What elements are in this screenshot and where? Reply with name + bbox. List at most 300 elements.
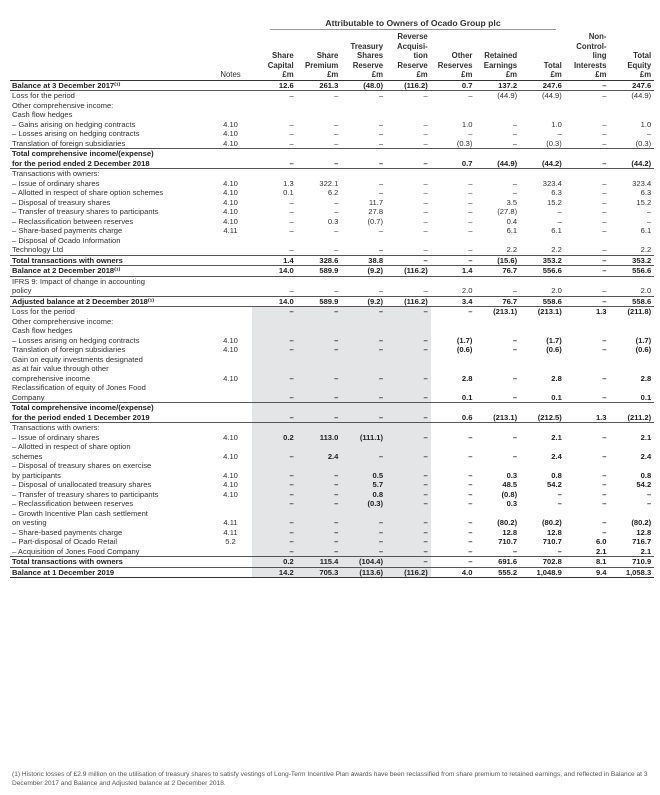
cell-value: 1.3 (565, 403, 610, 423)
cell-value: – (252, 499, 297, 509)
cell-value: – (565, 255, 610, 266)
cell-value: 6.1 (640, 226, 652, 235)
row-notes: 4.10 (223, 178, 238, 188)
cell-value: (213.1) (493, 307, 518, 316)
cell-value (475, 110, 520, 120)
cell-value: – (386, 499, 431, 509)
cell-value: – (468, 207, 473, 216)
cell-value: (1.7) (456, 335, 473, 345)
cell-value: 27.8 (368, 207, 384, 216)
cell-value: 12.8 (502, 527, 518, 537)
row-label: Total comprehensive income/(expense) for the period ended 1 December 2019 (10, 403, 210, 423)
cell-value: – (289, 245, 294, 254)
row-label: Total transactions with owners (10, 255, 210, 266)
cell-value: – (378, 188, 384, 197)
row-label: – Reclassification between reserves (12, 499, 134, 508)
row-notes (210, 557, 252, 568)
table-row (10, 110, 654, 120)
table-body (10, 80, 654, 578)
cell-value: (0.6) (456, 345, 473, 354)
cell-value: – (341, 149, 386, 169)
cell-value: – (512, 546, 518, 556)
cell-value: 2.8 (551, 373, 562, 383)
row-notes (210, 169, 252, 179)
cell-value (610, 101, 655, 111)
cell-value: 702.8 (520, 557, 565, 568)
cell-value: 3.4 (431, 296, 476, 307)
cell-value: 1.4 (252, 255, 297, 266)
cell-value: – (386, 383, 431, 403)
cell-value: 2.1 (640, 432, 652, 442)
row-notes: 4.11 (223, 518, 238, 527)
cell-value: – (297, 547, 342, 557)
cell-value: – (334, 91, 339, 100)
table-row (10, 139, 654, 149)
table-row (10, 403, 654, 423)
cell-value: – (431, 255, 476, 266)
cell-value: – (512, 345, 518, 354)
cell-value: – (646, 489, 652, 499)
cell-value: 6.2 (327, 188, 339, 197)
row-label: – Losses arising on hedging contracts (12, 335, 140, 345)
cell-value: 48.5 (502, 480, 518, 489)
cell-value: 2.8 (461, 373, 473, 383)
cell-value: – (289, 197, 294, 207)
cell-value: 4.0 (431, 567, 476, 578)
cell-value (297, 101, 342, 111)
cell-value: 261.3 (297, 80, 342, 91)
cell-value: – (289, 286, 294, 295)
column-header: Other Reserves £m (431, 32, 476, 80)
cell-value: – (297, 345, 342, 355)
row-label: – Share-based payments charge (12, 226, 123, 235)
cell-value (431, 423, 476, 433)
cell-value: (116.2) (386, 266, 431, 277)
cell-value: – (602, 216, 607, 226)
cell-value: – (297, 490, 342, 500)
row-notes: 4.10 (223, 489, 238, 499)
row-label: Gain on equity investments designated as at fair value through other comprehensive income (12, 354, 143, 383)
cell-value: – (423, 178, 428, 188)
cell-value: (0.3) (341, 499, 386, 509)
cell-value: – (334, 226, 339, 235)
cell-value (386, 326, 431, 336)
row-notes: 4.10 (223, 188, 238, 197)
cell-value: 6.1 (506, 226, 518, 235)
cell-value: 1.4 (431, 266, 476, 277)
cell-value: – (252, 537, 297, 547)
cell-value: – (512, 119, 518, 129)
cell-value: (212.5) (520, 403, 565, 423)
row-notes: 5.2 (225, 537, 236, 546)
cell-value (341, 110, 386, 120)
cell-value: – (252, 509, 297, 528)
cell-value: 0.4 (506, 216, 518, 226)
cell-value (297, 423, 342, 433)
cell-value (297, 110, 342, 120)
cell-value: 76.7 (475, 266, 520, 277)
cell-value: (0.3) (546, 138, 562, 148)
cell-value (520, 326, 565, 336)
cell-value: – (512, 392, 518, 402)
cell-value: 0.5 (341, 461, 386, 480)
row-notes: 4.10 (223, 138, 238, 148)
cell-value: – (297, 528, 342, 538)
cell-value: – (386, 149, 431, 169)
cell-value: – (386, 442, 431, 461)
cell-value: 0.2 (252, 557, 297, 568)
cell-value: 54.2 (547, 480, 562, 489)
cell-value: – (341, 336, 386, 346)
cell-value: – (334, 119, 339, 129)
cell-value: 76.7 (475, 296, 520, 307)
cell-value: 115.4 (297, 557, 342, 568)
row-label: Total comprehensive income/(expense) for the period ended 2 December 2018 (10, 149, 210, 169)
cell-value: 15.2 (547, 197, 562, 207)
cell-value: 6.0 (595, 537, 607, 546)
cell-value: – (297, 307, 342, 317)
row-label: – Issue of ordinary shares (12, 432, 100, 442)
cell-value: – (468, 489, 473, 499)
cell-value (610, 317, 655, 327)
cell-value: – (602, 335, 607, 345)
cell-value: – (386, 307, 431, 317)
cell-value: 710.7 (542, 537, 562, 546)
row-label: Transactions with owners: (12, 169, 100, 178)
row-label: Adjusted balance at 2 December 2018⁽¹⁾ (10, 296, 210, 307)
row-label: Loss for the period (12, 91, 75, 100)
cell-value: 2.0 (640, 286, 652, 295)
cell-value: (0.8) (501, 489, 518, 499)
cell-value: – (431, 557, 476, 568)
cell-value: (116.2) (386, 296, 431, 307)
row-label: Cash flow hedges (12, 110, 73, 119)
cell-value: 0.1 (640, 392, 652, 402)
row-label: Other comprehensive income: (12, 100, 114, 110)
cell-value: – (386, 528, 431, 538)
row-label: – Gains arising on hedging contracts (12, 119, 136, 129)
cell-value: – (378, 119, 384, 129)
cell-value: – (468, 518, 473, 527)
cell-value (297, 169, 342, 179)
cell-value: – (602, 129, 607, 138)
cell-value: – (602, 188, 607, 197)
table-row (10, 149, 654, 169)
cell-value: – (468, 307, 473, 316)
cell-value: 558.6 (520, 296, 565, 307)
table-row (10, 91, 654, 101)
row-notes: 4.10 (223, 216, 238, 226)
cell-value: 0.6 (431, 403, 476, 423)
cell-value: – (334, 286, 339, 295)
cell-value: 11.7 (368, 197, 384, 207)
cell-value: – (297, 480, 342, 490)
cell-value (610, 169, 655, 179)
row-label: – Part-disposal of Ocado Retail (12, 537, 118, 546)
cell-value: 353.2 (610, 255, 655, 266)
group-title: Attributable to Owners of Ocado Group plc (270, 18, 556, 30)
cell-value (341, 169, 386, 179)
cell-value: – (602, 518, 607, 527)
row-notes: 4.10 (223, 197, 238, 207)
cell-value (431, 101, 476, 111)
table-row (10, 490, 654, 500)
row-label: Cash flow hedges (12, 326, 73, 335)
cell-value: 558.6 (610, 296, 655, 307)
row-notes (210, 296, 252, 307)
cell-value: – (378, 226, 384, 235)
cell-value: – (297, 461, 342, 480)
cell-value: – (386, 255, 431, 266)
cell-value: (44.9) (631, 91, 652, 100)
cell-value: 710.7 (498, 537, 518, 546)
cell-value: – (341, 547, 386, 557)
cell-value: – (289, 216, 294, 226)
cell-value: (44.2) (520, 149, 565, 169)
cell-value: – (252, 547, 297, 557)
cell-value: – (423, 245, 428, 254)
row-label: Other comprehensive income: (12, 316, 114, 326)
cell-value: – (252, 528, 297, 538)
cell-value: – (602, 432, 607, 442)
cell-value: 113.0 (297, 433, 342, 443)
row-label: – Disposal of treasury shares (12, 197, 111, 207)
cell-value: – (602, 527, 607, 537)
cell-value: (9.2) (341, 266, 386, 277)
cell-value: 2.1 (640, 546, 652, 556)
cell-value: 8.1 (565, 557, 610, 568)
cell-value: 247.6 (610, 80, 655, 91)
row-notes (210, 80, 252, 91)
cell-value (386, 101, 431, 111)
cell-value: 2.0 (461, 286, 473, 295)
cell-value (341, 101, 386, 111)
cell-value: – (512, 138, 518, 148)
cell-value (386, 169, 431, 179)
cell-value: 14.0 (252, 296, 297, 307)
table-row (10, 101, 654, 111)
cell-value (565, 101, 610, 111)
cell-value: 2.1 (551, 432, 562, 442)
cell-value (386, 110, 431, 120)
cell-value: – (468, 91, 473, 100)
table-row (10, 442, 654, 461)
table-row (10, 326, 654, 336)
cell-value: 556.6 (610, 266, 655, 277)
cell-value: – (468, 178, 473, 188)
cell-value: – (423, 91, 428, 100)
cell-value: 6.1 (551, 226, 562, 235)
table-row (10, 179, 654, 189)
cell-value: – (289, 138, 294, 148)
cell-value: 2.1 (595, 546, 607, 556)
cell-value: 15.2 (636, 197, 652, 207)
cell-value: 322.1 (319, 178, 339, 188)
cell-value: – (289, 207, 294, 216)
cell-value: 716.7 (632, 537, 652, 546)
cell-value: – (341, 509, 386, 528)
row-label: Balance at 1 December 2019 (10, 567, 210, 578)
row-notes (210, 101, 252, 111)
cell-value: – (386, 355, 431, 384)
cell-value: – (565, 80, 610, 91)
cell-value: – (334, 207, 339, 216)
cell-value: – (386, 345, 431, 355)
row-notes: 4.10 (223, 432, 238, 442)
cell-value: – (252, 403, 297, 423)
cell-value: 1.0 (461, 119, 473, 129)
cell-value: 710.9 (610, 557, 655, 568)
row-label: Balance at 3 December 2017⁽¹⁾ (10, 80, 210, 91)
row-label: – Losses arising on hedging contracts (12, 129, 140, 138)
cell-value (565, 169, 610, 179)
cell-value: 328.6 (297, 255, 342, 266)
cell-value (475, 317, 520, 327)
cell-value: (15.6) (475, 255, 520, 266)
row-notes: 4.10 (223, 470, 238, 480)
table-row (10, 129, 654, 139)
cell-value: (1.7) (635, 335, 652, 345)
table-row (10, 423, 654, 433)
cell-value: – (252, 461, 297, 480)
cell-value: – (602, 178, 607, 188)
cell-value: – (602, 373, 607, 383)
cell-value: – (341, 345, 386, 355)
cell-value (341, 326, 386, 336)
row-notes (210, 91, 252, 101)
row-notes: 4.10 (223, 451, 238, 461)
cell-value: – (468, 527, 473, 537)
cell-value: – (512, 129, 518, 138)
cell-value: – (423, 138, 428, 148)
row-notes (210, 326, 252, 336)
table-row (10, 461, 654, 480)
cell-value: 2.4 (297, 442, 342, 461)
cell-value: – (602, 245, 607, 254)
table-row (10, 296, 654, 307)
cell-value: 555.2 (475, 567, 520, 578)
row-label: – Transfer of treasury shares to participants (12, 489, 159, 499)
cell-value: – (646, 207, 652, 216)
cell-value: 0.3 (506, 470, 518, 480)
cell-value: (116.2) (386, 567, 431, 578)
cell-value: (104.4) (341, 557, 386, 568)
row-label: Translation of foreign subsidiaries (12, 345, 126, 354)
cell-value: 137.2 (475, 80, 520, 91)
cell-value: – (252, 345, 297, 355)
cell-value: – (252, 442, 297, 461)
cell-value: – (557, 129, 562, 138)
cell-value: – (334, 129, 339, 138)
cell-value: (80.2) (541, 518, 562, 527)
cell-value: – (646, 129, 652, 138)
cell-value: 556.6 (520, 266, 565, 277)
row-notes (210, 547, 252, 557)
cell-value: (116.2) (386, 80, 431, 91)
cell-value: 14.0 (252, 266, 297, 277)
cell-value: (113.6) (341, 567, 386, 578)
row-notes (210, 317, 252, 327)
table-row (10, 80, 654, 91)
cell-value: 1.0 (551, 119, 562, 129)
cell-value (475, 101, 520, 111)
column-header: Reverse Acquisi- tion Reserve £m (386, 32, 431, 80)
cell-value: 0.8 (551, 470, 562, 480)
cell-value (475, 169, 520, 179)
row-label: Balance at 2 December 2018⁽¹⁾ (10, 266, 210, 277)
cell-value (565, 317, 610, 327)
cell-value: 0.3 (506, 499, 518, 508)
cell-value: – (468, 188, 473, 197)
row-notes (210, 499, 252, 509)
cell-value: – (512, 286, 518, 295)
cell-value: – (602, 489, 607, 499)
column-header: Notes (210, 32, 252, 80)
cell-value: – (557, 207, 562, 216)
cell-value: 12.8 (547, 527, 562, 537)
table-row (10, 217, 654, 227)
cell-value: – (512, 432, 518, 442)
row-label: Reclassification of equity of Jones Food Company (12, 383, 146, 402)
table-row (10, 528, 654, 538)
cell-value: 705.3 (297, 567, 342, 578)
cell-value: (44.9) (497, 91, 518, 100)
row-notes (210, 236, 252, 256)
cell-value: – (386, 490, 431, 500)
cell-value: 2.4 (551, 451, 562, 461)
cell-value: – (341, 355, 386, 384)
table-row (10, 266, 654, 277)
row-notes (210, 423, 252, 433)
table-row (10, 355, 654, 384)
cell-value (565, 110, 610, 120)
cell-value: – (646, 216, 652, 226)
cell-value: (0.6) (635, 345, 652, 354)
cell-value: – (334, 197, 339, 207)
table-row (10, 120, 654, 130)
cell-value: (44.9) (475, 149, 520, 169)
cell-value: – (468, 245, 473, 254)
row-label: Transactions with owners: (12, 423, 100, 432)
cell-value: – (341, 307, 386, 317)
table-row (10, 307, 654, 317)
cell-value: (0.3) (456, 138, 473, 148)
cell-value: – (297, 149, 342, 169)
cell-value (431, 110, 476, 120)
cell-value: – (297, 509, 342, 528)
cell-value: 0.7 (431, 149, 476, 169)
row-label: – Disposal of Ocado Information Technology Ltd (12, 235, 121, 254)
cell-value: – (423, 216, 428, 226)
cell-value: – (602, 470, 607, 480)
cell-value: 323.4 (632, 178, 652, 188)
cell-value: 1,058.3 (610, 567, 655, 578)
cell-value: – (468, 451, 473, 461)
cell-value: – (602, 226, 607, 235)
row-label: Total transactions with owners (10, 557, 210, 568)
cell-value: 5.7 (341, 480, 386, 490)
equity-table (10, 32, 654, 578)
cell-value: 2.2 (551, 245, 562, 254)
cell-value: – (386, 336, 431, 346)
cell-value: 12.6 (252, 80, 297, 91)
table-row (10, 255, 654, 266)
cell-value: 691.6 (475, 557, 520, 568)
cell-value: – (423, 207, 428, 216)
row-label: – Issue of ordinary shares (12, 178, 100, 188)
cell-value: – (378, 129, 384, 138)
cell-value: – (386, 557, 431, 568)
